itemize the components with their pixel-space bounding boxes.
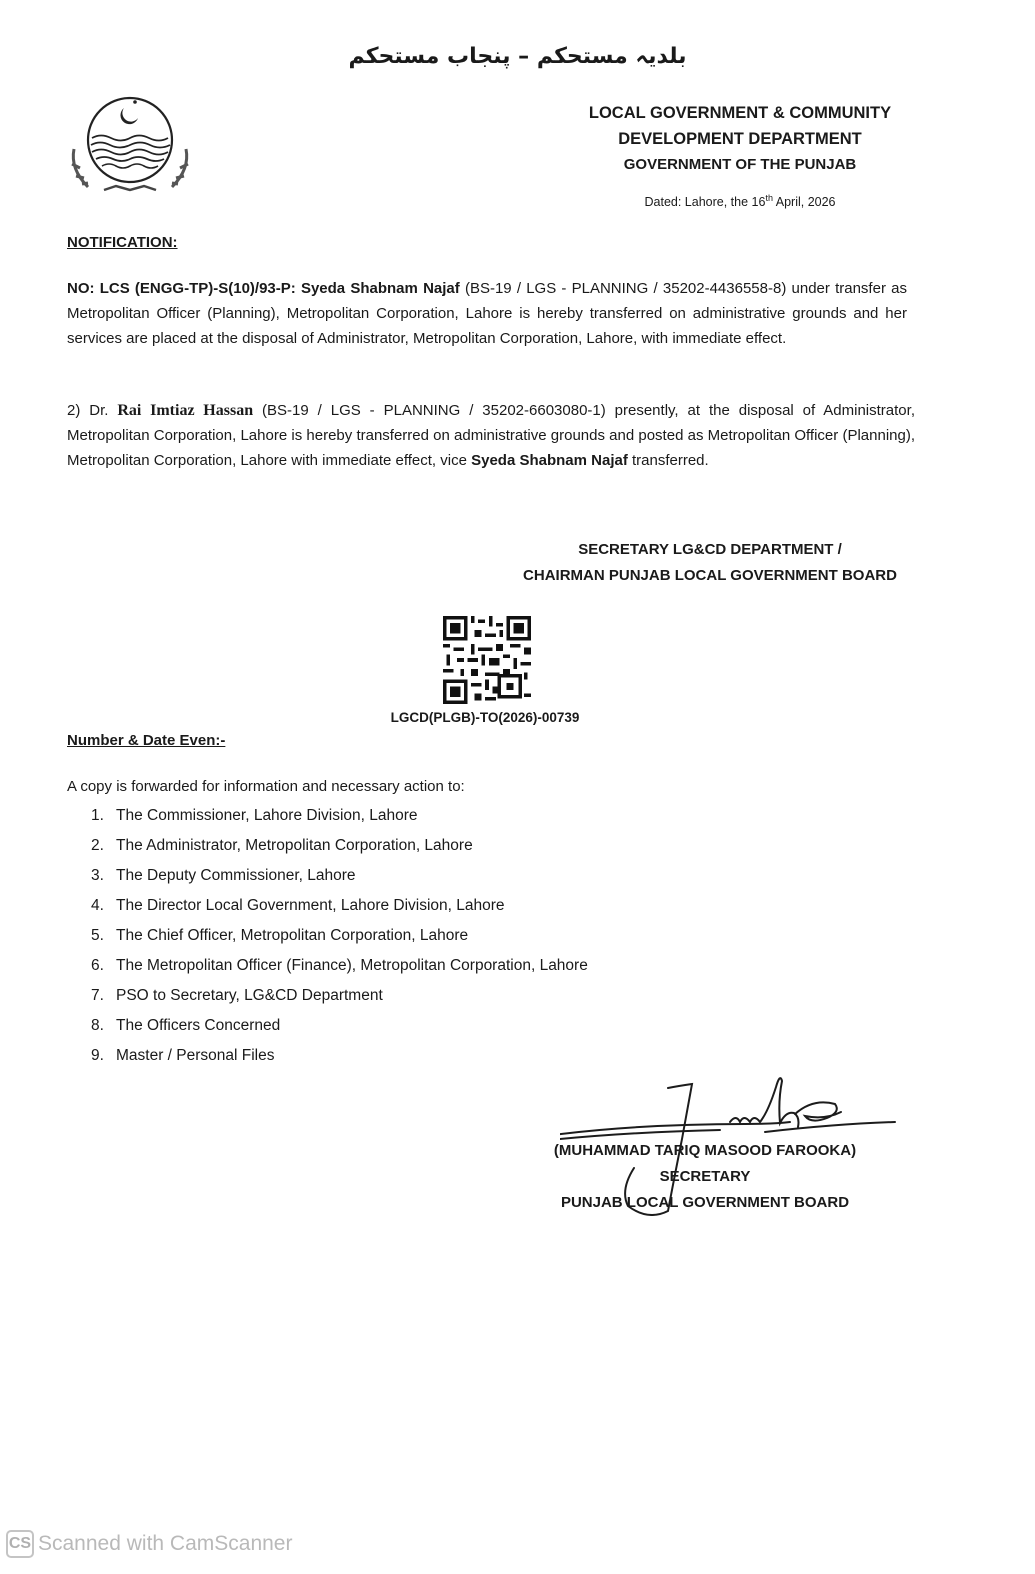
department-line-3: GOVERNMENT OF THE PUNJAB (623, 156, 857, 173)
notification-paragraph-1: NO: LCS (ENGG-TP)-S(10)/93-P: Syeda Shabnam Najaf (BS-19 / LGS - PLANNING / 35202-4436558-8) under transfer as Metropolitan Officer (Planning), Metropolitan Corporation, Lahore is hereby transferred on administrative grounds and her services are placed at the disposal of Administrator, Metropolitan Corporation, Lahore, with immediate effect. (67, 280, 907, 347)
list-item: 4. The Director Local Government, Lahore Division, Lahore (91, 897, 505, 914)
list-item: 2. The Administrator, Metropolitan Corporation, Lahore (91, 837, 473, 854)
officer-name: Rai Imtiaz Hassan (117, 402, 254, 419)
department-line-2: DEVELOPMENT DEPARTMENT (618, 130, 862, 148)
list-item: 9. Master / Personal Files (91, 1047, 275, 1064)
dated-line: Dated: Lahore, the 16th April, 2026 (644, 193, 836, 210)
camscanner-watermark (6, 1530, 292, 1558)
watermark-text: Scanned with CamScanner (38, 1532, 293, 1555)
list-item: 7. PSO to Secretary, LG&CD Department (91, 987, 383, 1004)
list-item: 1. The Commissioner, Lahore Division, Lahore (91, 807, 418, 824)
list-item: 5. The Chief Officer, Metropolitan Corporation, Lahore (91, 927, 469, 944)
signatory-organization: PUNJAB LOCAL GOVERNMENT BOARD (560, 1194, 850, 1211)
list-item: 8. The Officers Concerned (91, 1017, 281, 1034)
issuing-authority: SECRETARY LG&CD DEPARTMENT / CHAIRMAN PUNJAB LOCAL GOVERNMENT BOARD (523, 541, 897, 584)
distribution-list (91, 805, 588, 1075)
notification-heading: NOTIFICATION: (67, 234, 178, 251)
document-reference-code: LGCD(PLGB)-TO(2026)-00739 (390, 710, 580, 725)
camscanner-logo-icon: CS (6, 1530, 34, 1558)
department-heading (560, 100, 920, 178)
department-line-1: LOCAL GOVERNMENT & COMMUNITY (588, 104, 892, 122)
notification-paragraph-2: 2) Dr. Rai Imtiaz Hassan (BS-19 / LGS - PLANNING / 35202-6603080-1) presently, at the disposal of Administrator, Metropolitan Corporation, Lahore is hereby transferred on administrative grounds and posted as Metropolitan Officer (Planning), Metropolitan Corporation, Lahore with immediate effect, vice Syeda Shabnam Najaf transferred. (67, 402, 915, 469)
number-date-even-heading: Number & Date Even:- (67, 732, 226, 749)
list-item: 6. The Metropolitan Officer (Finance), Metropolitan Corporation, Lahore (91, 957, 588, 974)
list-item: 3. The Deputy Commissioner, Lahore (91, 867, 356, 884)
vice-officer-name: Syeda Shabnam Najaf (471, 452, 628, 469)
reference-number: NO: LCS (ENGG-TP)-S(10)/93-P: Syeda Shabnam Najaf (67, 280, 460, 297)
qr-code-icon (443, 616, 531, 704)
signatory-title: SECRETARY (659, 1168, 751, 1185)
punjab-emblem-icon (64, 94, 196, 198)
signatory-name: (MUHAMMAD TARIQ MASOOD FAROOKA) (553, 1142, 857, 1159)
copy-forwarded-intro: A copy is forwarded for information and necessary action to: (67, 778, 465, 795)
urdu-motto: بلدیہ مستحکم – پنجاب مستحکم (348, 44, 687, 69)
signature-icon (560, 1076, 900, 1216)
